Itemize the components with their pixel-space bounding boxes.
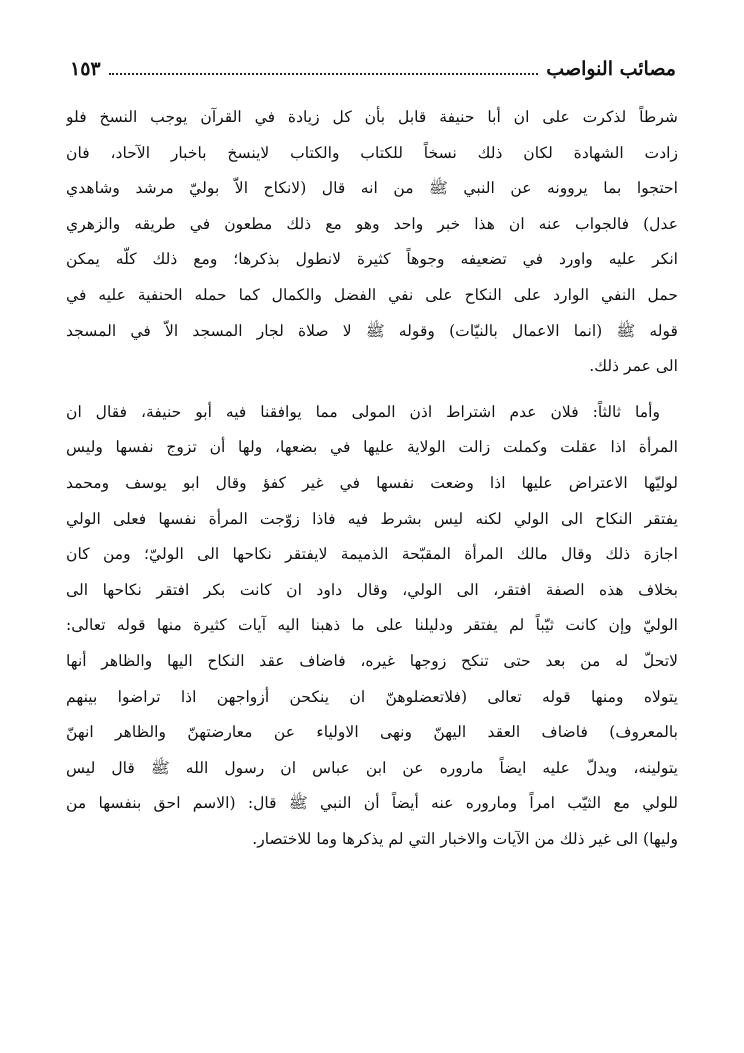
- text-line: انكر عليه واورد في تضعيفه وجوهاً كثيرة لانطول بذكرها؛ ومع ذلك كلّه يمكن: [66, 250, 678, 269]
- paragraph-1: [66, 100, 678, 385]
- text-line: بخلاف هذه الصفة افتقر، الى الولي، وقال داود ان كانت بكر افتقر نكاحها الى: [66, 580, 678, 599]
- text-line: يتولاه ومنها قوله تعالى (فلاتعضلوهنّ ان ينكحن أزواجهن اذا تراضوا بينهم: [66, 687, 678, 706]
- text-line: يتولينه، ويدلّ عليه ايضاً ماروره عن ابن عباس ان رسول الله ﷺ قال ليس: [66, 758, 678, 777]
- text-line: اجازة ذلك وقال مالك المرأة المقبّحة الذميمة لايفتقر نكاحها الى الوليّ؛ ومن كان: [66, 545, 678, 564]
- text-line: يفتقر النكاح الى الولي لكنه ليس بشرط فيه فاذا زوّجت المرأة نفسها فعلى الولي: [66, 509, 678, 528]
- text-line: احتجوا بما يروونه عن النبي ﷺ من انه قال (لانكاح الاّ بوليّ مرشد وشاهدي: [66, 179, 678, 198]
- dotted-leader: [109, 59, 539, 75]
- text-line: لوليّها الاعتراض عليها اذا وضعت نفسها في غير كفؤ وقال ابو يوسف ومحمد: [66, 473, 678, 492]
- text-line: حمل النفي الوارد على النكاح على نفي الفضل والكمال كما حمله الحنفية عليه في: [66, 285, 678, 304]
- text-line: زادت الشهادة لكان ذلك نسخاً للكتاب والكتاب لاينسخ باخبار الآحاد، فان: [66, 143, 678, 162]
- text-line: لاتحلّ له من بعد حتى تنكح زوجها غيره، فاضاف عقد النكاح اليها والظاهر أنها: [66, 651, 678, 670]
- paragraph-2: [66, 395, 678, 858]
- text-line: الى عمر ذلك.: [589, 357, 678, 376]
- text-line: وأما ثالثاً: فلان عدم اشتراط اذن المولى مما يوافقنا فيه أبو حنيفة، فقال ان: [66, 402, 660, 421]
- text-line: قوله ﷺ (انما الاعمال بالنيّات) وقوله ﷺ لا صلاة لجار المسجد الاّ في المسجد: [66, 321, 678, 340]
- text-line: وليها) الى غير ذلك من الآيات والاخبار التي لم يذكرها وما للاختصار.: [252, 829, 678, 848]
- text-line: عدل) فالجواب عنه ان هذا خبر واحد وهو مع ذلك مطعون في طريقه والزهري: [66, 214, 678, 233]
- text-line: المرأة اذا عقلت وكملت زالت الولاية عليها في بضعها، ولها أن تزوج نفسها وليس: [66, 438, 678, 457]
- book-title: مصائب النواصب: [546, 58, 676, 80]
- running-header: [70, 58, 676, 88]
- text-line: شرطاً لذكرت على ان أبا حنيفة قابل بأن كل زيادة في القرآن يوجب النسخ فلو: [66, 108, 678, 126]
- text-line: بالمعروف) فاضاف العقد اليهنّ ونهى الاولياء عن معارضتهنّ والظاهر انهنّ: [66, 723, 678, 742]
- text-line: الوليّ وإن كانت ثيّباً لم يفتقر ودليلنا على ما ذهبنا اليه آيات كثيرة منها قوله تعالى:: [66, 616, 678, 635]
- page-body: [66, 100, 678, 857]
- text-line: للولي مع الثيّب امراً وماروره عنه أيضاً أن النبي ﷺ قال: (الاسم احق بنفسها من: [66, 794, 678, 813]
- page-number: ١٥٣: [70, 58, 101, 80]
